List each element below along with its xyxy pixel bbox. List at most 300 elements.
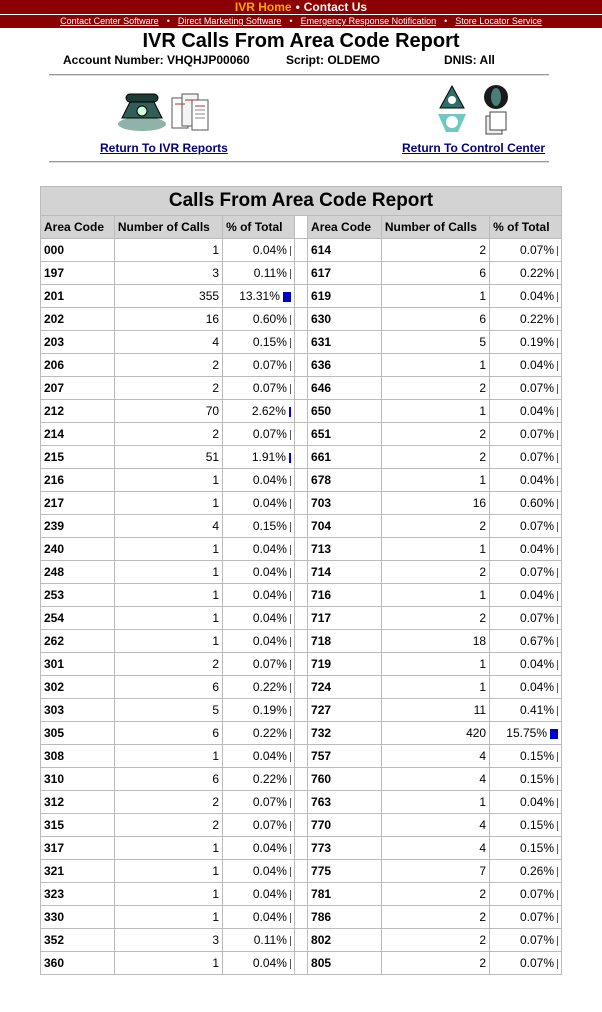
number-of-calls: 2 xyxy=(114,814,222,837)
area-code: 704 xyxy=(308,515,382,538)
percent-value: 0.07% xyxy=(519,910,554,924)
table-row xyxy=(41,699,562,722)
table-row xyxy=(41,561,562,584)
area-code: 646 xyxy=(308,377,382,400)
number-of-calls: 1 xyxy=(381,538,489,561)
number-of-calls: 5 xyxy=(381,331,489,354)
return-to-ivr-reports-link[interactable]: Return To IVR Reports xyxy=(100,141,228,155)
percent-total xyxy=(223,515,295,538)
percent-total xyxy=(223,492,295,515)
column-gap xyxy=(294,653,307,676)
area-code: 360 xyxy=(41,952,115,975)
return-to-control-center-link[interactable]: Return To Control Center xyxy=(402,141,546,155)
percent-bar xyxy=(289,453,291,463)
area-code: 714 xyxy=(308,561,382,584)
area-code: 775 xyxy=(308,860,382,883)
percent-value: 0.07% xyxy=(519,611,554,625)
area-code: 212 xyxy=(41,400,115,423)
percent-value: 0.41% xyxy=(519,703,554,717)
percent-bar xyxy=(290,591,291,601)
percent-total xyxy=(490,607,562,630)
area-code: 214 xyxy=(41,423,115,446)
percent-total xyxy=(223,952,295,975)
number-of-calls: 2 xyxy=(381,377,489,400)
percent-value: 0.07% xyxy=(519,956,554,970)
area-code: 000 xyxy=(41,239,115,262)
percent-bar xyxy=(290,729,291,739)
table-row xyxy=(41,814,562,837)
number-of-calls: 1 xyxy=(381,285,489,308)
ivr-home-link[interactable]: IVR Home xyxy=(234,0,292,14)
percent-value: 0.22% xyxy=(519,266,554,280)
area-code: 719 xyxy=(308,653,382,676)
percent-bar xyxy=(290,683,291,693)
percent-total xyxy=(223,446,295,469)
percent-bar xyxy=(289,407,291,417)
column-gap xyxy=(294,929,307,952)
percent-total xyxy=(490,837,562,860)
telephone-icon[interactable] xyxy=(116,88,168,132)
percent-total xyxy=(490,515,562,538)
percent-bar xyxy=(557,890,558,900)
percent-bar xyxy=(557,269,558,279)
percent-value: 0.07% xyxy=(252,381,287,395)
area-code: 717 xyxy=(308,607,382,630)
reports-icon[interactable] xyxy=(170,92,212,134)
percent-bar xyxy=(557,821,558,831)
table-row xyxy=(41,285,562,308)
percent-value: 0.04% xyxy=(519,404,554,418)
percent-bar xyxy=(290,660,291,670)
area-code: 308 xyxy=(41,745,115,768)
percent-value: 0.04% xyxy=(252,841,287,855)
column-gap xyxy=(294,354,307,377)
percent-bar xyxy=(557,867,558,877)
area-code: 323 xyxy=(41,883,115,906)
percent-value: 0.04% xyxy=(252,887,287,901)
table-row xyxy=(41,262,562,285)
percent-bar xyxy=(283,292,291,302)
percent-bar xyxy=(290,867,291,877)
number-of-calls: 4 xyxy=(114,331,222,354)
store-locator-service-link[interactable]: Store Locator Service xyxy=(455,16,542,26)
emergency-response-notification-link[interactable]: Emergency Response Notification xyxy=(300,16,437,26)
number-of-calls: 2 xyxy=(381,952,489,975)
percent-value: 0.04% xyxy=(252,956,287,970)
report-rows xyxy=(41,239,562,975)
table-row xyxy=(41,676,562,699)
area-code: 617 xyxy=(308,262,382,285)
percent-bar xyxy=(290,522,291,532)
percent-bar xyxy=(557,752,558,762)
percent-total xyxy=(490,538,562,561)
contact-center-software-link[interactable]: Contact Center Software xyxy=(60,16,159,26)
table-row xyxy=(41,538,562,561)
percent-value: 0.67% xyxy=(519,634,554,648)
percent-total xyxy=(490,561,562,584)
area-code: 760 xyxy=(308,768,382,791)
percent-bar xyxy=(557,637,558,647)
number-of-calls: 2 xyxy=(114,653,222,676)
percent-bar xyxy=(290,752,291,762)
percent-total xyxy=(490,469,562,492)
percent-bar xyxy=(557,660,558,670)
percent-total xyxy=(223,262,295,285)
percent-total xyxy=(223,929,295,952)
number-of-calls: 1 xyxy=(114,906,222,929)
number-of-calls: 6 xyxy=(381,262,489,285)
percent-total xyxy=(223,745,295,768)
column-gap xyxy=(294,860,307,883)
number-of-calls: 1 xyxy=(114,492,222,515)
dnis-value: DNIS: All xyxy=(444,53,495,67)
percent-bar xyxy=(557,775,558,785)
percent-value: 0.07% xyxy=(519,887,554,901)
area-code: 317 xyxy=(41,837,115,860)
percent-bar xyxy=(290,545,291,555)
percent-value: 0.04% xyxy=(252,749,287,763)
column-gap xyxy=(294,814,307,837)
percent-value: 0.07% xyxy=(519,450,554,464)
area-code: 203 xyxy=(41,331,115,354)
percent-value: 0.22% xyxy=(252,726,287,740)
number-of-calls: 16 xyxy=(381,492,489,515)
account-info xyxy=(0,53,602,69)
percent-value: 2.62% xyxy=(251,404,286,418)
percent-value: 0.26% xyxy=(519,864,554,878)
percent-total xyxy=(223,584,295,607)
number-of-calls: 5 xyxy=(114,699,222,722)
number-of-calls: 1 xyxy=(114,538,222,561)
area-code: 630 xyxy=(308,308,382,331)
contact-us-link[interactable]: Contact Us xyxy=(303,0,368,14)
percent-bar xyxy=(557,361,558,371)
account-number: Account Number: VHQHJP00060 xyxy=(63,53,250,67)
percent-total xyxy=(223,308,295,331)
percent-bar xyxy=(290,361,291,371)
area-code: 619 xyxy=(308,285,382,308)
percent-bar xyxy=(290,614,291,624)
area-code: 254 xyxy=(41,607,115,630)
percent-total xyxy=(490,699,562,722)
percent-total xyxy=(490,768,562,791)
column-gap xyxy=(294,216,307,239)
area-code: 773 xyxy=(308,837,382,860)
percent-value: 0.07% xyxy=(519,565,554,579)
area-code: 310 xyxy=(41,768,115,791)
percent-value: 0.04% xyxy=(252,588,287,602)
area-code: 305 xyxy=(41,722,115,745)
percent-total xyxy=(490,262,562,285)
area-code: 303 xyxy=(41,699,115,722)
percent-value: 0.15% xyxy=(519,749,554,763)
percent-bar xyxy=(557,476,558,486)
percent-bar xyxy=(557,315,558,325)
percent-value: 0.07% xyxy=(519,933,554,947)
column-gap xyxy=(294,883,307,906)
percent-bar xyxy=(290,913,291,923)
percent-total xyxy=(223,331,295,354)
area-code: 651 xyxy=(308,423,382,446)
column-header-area-code: Area Code xyxy=(41,216,115,239)
percent-bar xyxy=(557,545,558,555)
number-of-calls: 2 xyxy=(114,423,222,446)
area-code: 240 xyxy=(41,538,115,561)
table-row xyxy=(41,607,562,630)
percent-bar xyxy=(557,407,558,417)
percent-total xyxy=(223,561,295,584)
table-row xyxy=(41,791,562,814)
percent-bar xyxy=(290,246,291,256)
percent-total xyxy=(223,630,295,653)
number-of-calls: 1 xyxy=(381,676,489,699)
table-row xyxy=(41,492,562,515)
percent-bar xyxy=(290,568,291,578)
percent-value: 0.60% xyxy=(252,312,287,326)
table-row xyxy=(41,584,562,607)
column-gap xyxy=(294,952,307,975)
number-of-calls: 1 xyxy=(114,837,222,860)
table-row xyxy=(41,515,562,538)
percent-value: 0.22% xyxy=(519,312,554,326)
number-of-calls: 2 xyxy=(114,791,222,814)
percent-total xyxy=(490,400,562,423)
percent-bar xyxy=(550,729,558,739)
area-code: 321 xyxy=(41,860,115,883)
percent-value: 0.07% xyxy=(252,427,287,441)
number-of-calls: 1 xyxy=(114,860,222,883)
percent-total xyxy=(223,538,295,561)
percent-total xyxy=(490,584,562,607)
percent-total xyxy=(223,653,295,676)
area-code: 239 xyxy=(41,515,115,538)
number-of-calls: 1 xyxy=(381,354,489,377)
table-row xyxy=(41,331,562,354)
percent-bar xyxy=(557,522,558,532)
direct-marketing-software-link[interactable]: Direct Marketing Software xyxy=(177,16,282,26)
percent-total xyxy=(223,883,295,906)
table-row xyxy=(41,239,562,262)
percent-bar xyxy=(290,338,291,348)
area-code: 262 xyxy=(41,630,115,653)
area-code: 202 xyxy=(41,308,115,331)
percent-total xyxy=(223,607,295,630)
percent-total xyxy=(490,745,562,768)
percent-bar xyxy=(557,683,558,693)
area-code: 661 xyxy=(308,446,382,469)
percent-bar xyxy=(557,913,558,923)
column-gap xyxy=(294,561,307,584)
number-of-calls: 3 xyxy=(114,929,222,952)
table-row xyxy=(41,630,562,653)
area-code: 201 xyxy=(41,285,115,308)
number-of-calls: 4 xyxy=(114,515,222,538)
table-row xyxy=(41,745,562,768)
table-row xyxy=(41,423,562,446)
column-gap xyxy=(294,676,307,699)
percent-value: 0.22% xyxy=(252,772,287,786)
percent-total xyxy=(490,331,562,354)
percent-bar xyxy=(557,292,558,302)
column-gap xyxy=(294,837,307,860)
percent-bar xyxy=(557,430,558,440)
number-of-calls: 4 xyxy=(381,814,489,837)
number-of-calls: 2 xyxy=(114,377,222,400)
column-header-number-of-calls: Number of Calls xyxy=(114,216,222,239)
report-title: Calls From Area Code Report xyxy=(41,187,562,216)
number-of-calls: 1 xyxy=(114,883,222,906)
percent-bar xyxy=(557,591,558,601)
percent-bar xyxy=(290,798,291,808)
column-gap xyxy=(294,262,307,285)
percent-bar xyxy=(290,844,291,854)
number-of-calls: 2 xyxy=(381,561,489,584)
number-of-calls: 2 xyxy=(381,239,489,262)
number-of-calls: 355 xyxy=(114,285,222,308)
column-gap xyxy=(294,607,307,630)
number-of-calls: 1 xyxy=(381,653,489,676)
percent-bar xyxy=(557,338,558,348)
percent-value: 0.15% xyxy=(252,335,287,349)
percent-bar xyxy=(557,246,558,256)
column-gap xyxy=(294,492,307,515)
number-of-calls: 4 xyxy=(381,768,489,791)
percent-value: 0.15% xyxy=(252,519,287,533)
percent-value: 0.07% xyxy=(252,818,287,832)
column-gap xyxy=(294,423,307,446)
area-code: 217 xyxy=(41,492,115,515)
page-title: IVR Calls From Area Code Report xyxy=(142,30,460,52)
column-header-number-of-calls-2: Number of Calls xyxy=(381,216,489,239)
area-code: 650 xyxy=(308,400,382,423)
number-of-calls: 70 xyxy=(114,400,222,423)
percent-total xyxy=(490,239,562,262)
percent-value: 0.04% xyxy=(252,542,287,556)
column-gap xyxy=(294,308,307,331)
number-of-calls: 420 xyxy=(381,722,489,745)
percent-value: 0.04% xyxy=(252,611,287,625)
percent-value: 0.07% xyxy=(519,381,554,395)
column-gap xyxy=(294,285,307,308)
percent-total xyxy=(490,883,562,906)
percent-total xyxy=(223,768,295,791)
percent-total xyxy=(223,814,295,837)
percent-value: 0.04% xyxy=(252,634,287,648)
column-gap xyxy=(294,377,307,400)
number-of-calls: 1 xyxy=(114,239,222,262)
number-of-calls: 3 xyxy=(114,262,222,285)
script-name: Script: OLDEMO xyxy=(286,53,381,67)
table-row xyxy=(41,929,562,952)
number-of-calls: 1 xyxy=(114,607,222,630)
percent-bar xyxy=(557,384,558,394)
column-gap xyxy=(294,722,307,745)
number-of-calls: 1 xyxy=(381,400,489,423)
percent-value: 0.11% xyxy=(253,266,287,280)
number-of-calls: 4 xyxy=(381,745,489,768)
percent-total xyxy=(490,653,562,676)
percent-value: 15.75% xyxy=(506,726,547,740)
percent-value: 0.19% xyxy=(252,703,287,717)
percent-bar xyxy=(557,844,558,854)
number-of-calls: 6 xyxy=(114,768,222,791)
table-row xyxy=(41,883,562,906)
percent-value: 0.15% xyxy=(519,841,554,855)
percent-total xyxy=(490,929,562,952)
area-code: 352 xyxy=(41,929,115,952)
number-of-calls: 1 xyxy=(381,469,489,492)
table-row xyxy=(41,906,562,929)
column-header-percent-total-2: % of Total xyxy=(490,216,562,239)
area-code: 216 xyxy=(41,469,115,492)
percent-value: 0.04% xyxy=(519,542,554,556)
number-of-calls: 16 xyxy=(114,308,222,331)
percent-value: 0.11% xyxy=(253,933,287,947)
percent-total xyxy=(223,791,295,814)
percent-value: 0.22% xyxy=(252,680,287,694)
table-row xyxy=(41,653,562,676)
percent-total xyxy=(490,423,562,446)
percent-total xyxy=(490,860,562,883)
number-of-calls: 4 xyxy=(381,837,489,860)
service-link-bar: Contact Center Software • Direct Marketing Software • Emergency Response Notification • Store Locator Service xyxy=(0,14,602,28)
percent-bar xyxy=(290,430,291,440)
percent-total xyxy=(223,469,295,492)
divider-top xyxy=(49,74,549,76)
number-of-calls: 11 xyxy=(381,699,489,722)
control-center-icon[interactable] xyxy=(436,84,512,138)
percent-value: 0.15% xyxy=(519,818,554,832)
percent-value: 0.04% xyxy=(519,657,554,671)
number-of-calls: 2 xyxy=(381,515,489,538)
number-of-calls: 1 xyxy=(114,584,222,607)
area-code: 207 xyxy=(41,377,115,400)
column-gap xyxy=(294,538,307,561)
table-row xyxy=(41,469,562,492)
percent-bar xyxy=(557,959,558,969)
divider-bottom xyxy=(49,161,549,163)
area-code: 330 xyxy=(41,906,115,929)
area-code: 716 xyxy=(308,584,382,607)
percent-bar xyxy=(557,706,558,716)
percent-total xyxy=(490,630,562,653)
table-row xyxy=(41,446,562,469)
table-row xyxy=(41,354,562,377)
percent-value: 0.07% xyxy=(252,358,287,372)
percent-total xyxy=(490,285,562,308)
percent-total xyxy=(490,952,562,975)
percent-value: 0.07% xyxy=(519,519,554,533)
percent-total xyxy=(490,446,562,469)
percent-total xyxy=(223,239,295,262)
area-code-report-table xyxy=(40,186,562,975)
percent-bar xyxy=(290,890,291,900)
percent-bar xyxy=(290,637,291,647)
percent-total xyxy=(490,906,562,929)
column-header-percent-total: % of Total xyxy=(223,216,295,239)
table-row xyxy=(41,722,562,745)
area-code: 770 xyxy=(308,814,382,837)
area-code: 781 xyxy=(308,883,382,906)
percent-value: 0.07% xyxy=(519,427,554,441)
number-of-calls: 7 xyxy=(381,860,489,883)
number-of-calls: 1 xyxy=(114,630,222,653)
column-gap xyxy=(294,630,307,653)
table-row xyxy=(41,860,562,883)
percent-value: 0.04% xyxy=(519,289,554,303)
percent-value: 0.07% xyxy=(252,657,287,671)
percent-total xyxy=(223,860,295,883)
